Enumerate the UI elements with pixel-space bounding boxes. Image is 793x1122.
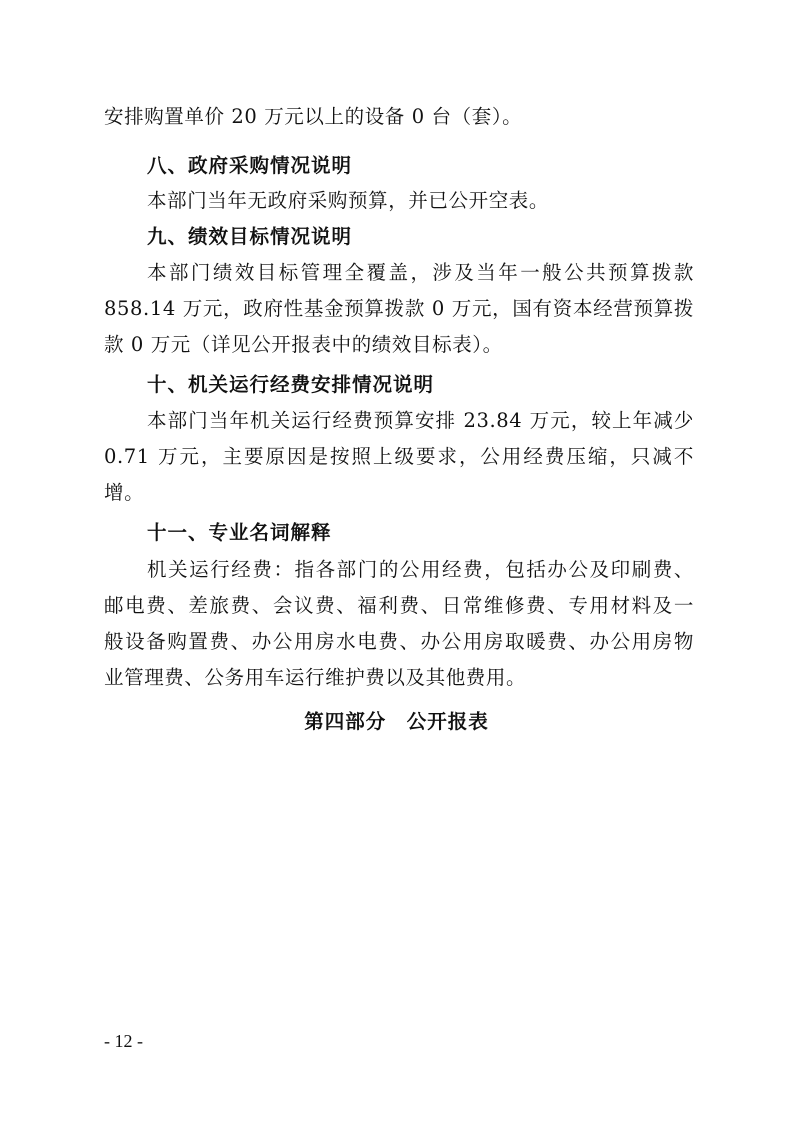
body-text-line: 般设备购置费、办公用房水电费、办公用房取暖费、办公用房物 bbox=[104, 630, 694, 653]
body-text-line: 858.14 万元，政府性基金预算拨款 0 万元，国有资本经营预算拨 bbox=[104, 297, 694, 320]
body-text-line: 款 0 万元（详见公开报表中的绩效目标表）。 bbox=[104, 333, 503, 356]
section-heading-operating-expenses: 十、机关运行经费安排情况说明 bbox=[147, 373, 435, 396]
body-text-line: 邮电费、差旅费、会议费、福利费、日常维修费、专用材料及一 bbox=[104, 594, 694, 617]
body-text-line: 本部门绩效目标管理全覆盖，涉及当年一般公共预算拨款 bbox=[147, 261, 694, 284]
body-text-line: 业管理费、公务用车运行维护费以及其他费用。 bbox=[104, 666, 527, 689]
body-text-line: 本部门当年机关运行经费预算安排 23.84 万元，较上年减少 bbox=[147, 409, 694, 432]
body-text-line: 0.71 万元，主要原因是按照上级要求，公用经费压缩，只减不 bbox=[104, 445, 694, 468]
section-heading-performance-targets: 九、绩效目标情况说明 bbox=[147, 225, 353, 248]
body-text-line: 机关运行经费：指各部门的公用经费，包括办公及印刷费、 bbox=[147, 558, 694, 581]
part-title: 第四部分 公开报表 bbox=[304, 710, 489, 733]
section-heading-glossary: 十一、专业名词解释 bbox=[147, 521, 332, 544]
body-text-line: 增。 bbox=[104, 481, 145, 504]
section-heading-government-procurement: 八、政府采购情况说明 bbox=[147, 154, 353, 177]
body-text-line: 本部门当年无政府采购预算，并已公开空表。 bbox=[147, 189, 550, 212]
body-text-line: 安排购置单价 20 万元以上的设备 0 台（套）。 bbox=[104, 105, 523, 128]
page-number: - 12 - bbox=[104, 1031, 143, 1051]
